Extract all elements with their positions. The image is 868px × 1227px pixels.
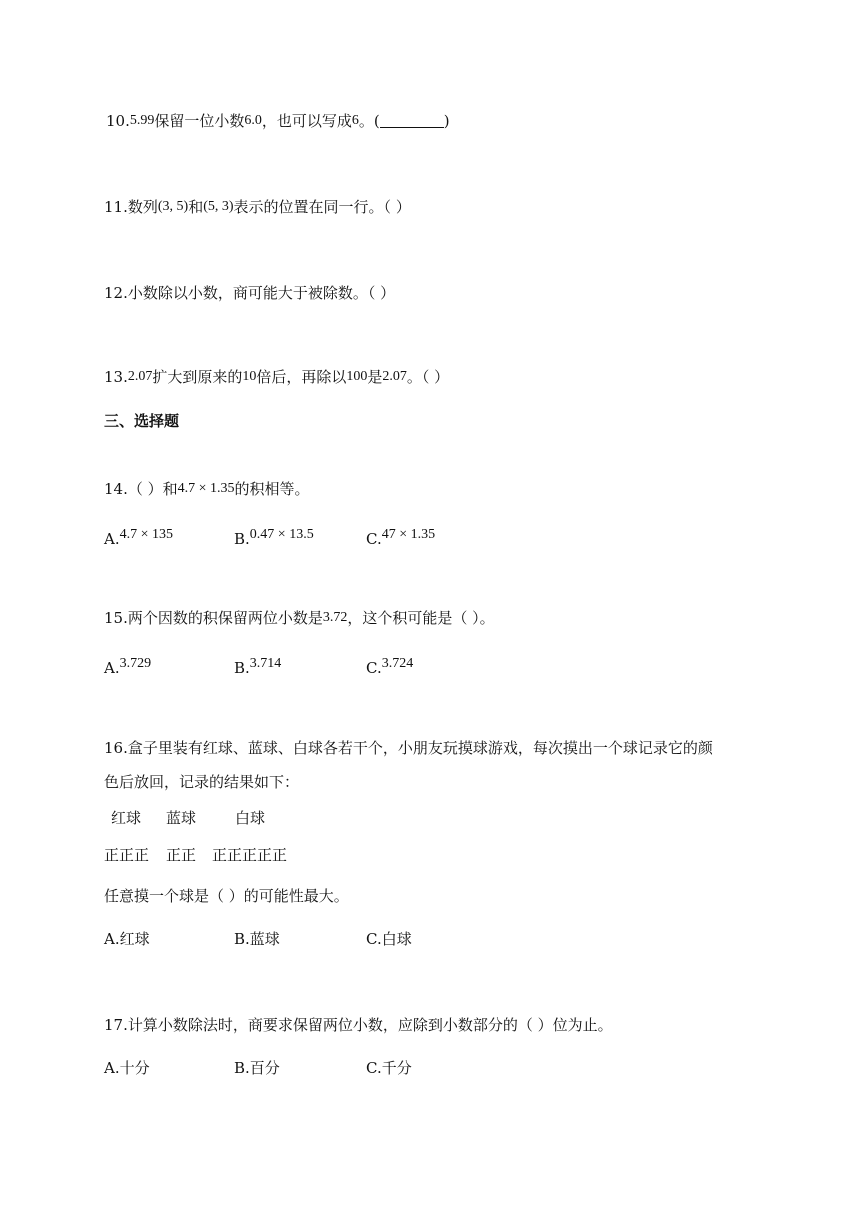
option-a[interactable]: A.红球 xyxy=(104,930,150,948)
option-value: 4.7 × 135 xyxy=(119,527,174,542)
question-text: 保留一位小数 xyxy=(154,112,245,130)
option-c[interactable]: C.白球 xyxy=(366,930,412,948)
question-number: 10. xyxy=(106,112,130,130)
question-number: 13. xyxy=(104,368,128,386)
question-text: 15.两个因数的积保留两位小数是 xyxy=(104,609,323,627)
math-expr: 100 xyxy=(346,369,368,384)
question-16-line1: 16.盒子里装有红球、蓝球、白球各若干个，小朋友玩摸球游戏，每次摸出一个球记录它的颜 xyxy=(104,739,713,757)
math-expr: 4.7 × 1.35 xyxy=(177,481,235,496)
question-text: 。( xyxy=(358,112,380,130)
question-text: 数列 xyxy=(127,198,158,216)
question-text: 和 xyxy=(188,198,204,216)
option-b[interactable] xyxy=(234,654,281,678)
math-expr: 3.72 xyxy=(322,610,348,625)
question-text: 表示的位置在同一行。（ ） xyxy=(233,198,411,216)
option-b[interactable] xyxy=(234,525,314,549)
option-label: B. xyxy=(234,530,250,548)
table-cell: 正正正 xyxy=(104,846,150,864)
answer-blank[interactable] xyxy=(380,113,444,128)
math-expr: 2.07 xyxy=(127,369,153,384)
option-c[interactable]: C.千分 xyxy=(366,1059,412,1077)
option-label: C. xyxy=(366,530,382,548)
option-a[interactable]: A.十分 xyxy=(104,1059,150,1077)
question-text: 是 xyxy=(367,368,383,386)
question-12: 12.小数除以小数，商可能大于被除数。（ ） xyxy=(104,284,396,302)
option-a[interactable] xyxy=(104,525,173,549)
question-text: ) xyxy=(443,112,450,130)
math-expr: 5.99 xyxy=(129,113,155,128)
option-value: 3.729 xyxy=(119,656,152,671)
question-15 xyxy=(104,608,495,628)
table-header: 红球 xyxy=(111,809,142,827)
table-cell: 正正正正正 xyxy=(212,846,288,864)
option-a[interactable] xyxy=(104,654,151,678)
table-header: 蓝球 xyxy=(166,809,197,827)
question-17: 17.计算小数除法时，商要求保留两位小数，应除到小数部分的（ ）位为止。 xyxy=(104,1016,613,1034)
question-11 xyxy=(104,197,411,217)
option-c[interactable] xyxy=(366,525,435,549)
math-expr: (5, 3) xyxy=(203,199,234,214)
option-c[interactable] xyxy=(366,654,413,678)
option-value: 3.724 xyxy=(381,656,414,671)
question-text: ，这个积可能是（ ）。 xyxy=(347,609,495,627)
option-b[interactable]: B.百分 xyxy=(234,1059,280,1077)
question-text: ，也可以写成 xyxy=(261,112,352,130)
math-expr: 2.07 xyxy=(382,369,407,384)
question-text: 的积相等。 xyxy=(234,480,310,498)
question-text: 扩大到原来的 xyxy=(152,368,243,386)
option-value: 0.47 × 13.5 xyxy=(249,527,314,542)
math-expr: 6.0 xyxy=(244,113,262,128)
question-number: 11. xyxy=(104,198,128,216)
option-label: C. xyxy=(366,659,382,677)
question-10 xyxy=(106,111,450,131)
question-16-line2: 色后放回，记录的结果如下： xyxy=(104,773,300,791)
question-14 xyxy=(104,479,310,499)
option-label: B. xyxy=(234,659,250,677)
question-text: 14.（ ）和 xyxy=(104,480,178,498)
option-label: A. xyxy=(104,659,120,677)
table-cell: 正正 xyxy=(166,846,197,864)
option-label: A. xyxy=(104,530,120,548)
question-text: 倍后，再除以 xyxy=(256,368,347,386)
option-value: 3.714 xyxy=(249,656,282,671)
section-title: 三、选择题 xyxy=(104,412,180,430)
question-13 xyxy=(104,367,449,387)
option-value: 47 × 1.35 xyxy=(381,527,436,542)
math-expr: 6 xyxy=(351,113,359,128)
math-expr: (3, 5) xyxy=(157,199,189,214)
question-16-ask: 任意摸一个球是（ ）的可能性最大。 xyxy=(104,887,349,905)
question-text: 。（ ） xyxy=(406,368,450,386)
option-b[interactable]: B.蓝球 xyxy=(234,930,280,948)
table-header: 白球 xyxy=(235,809,266,827)
math-expr: 10 xyxy=(242,369,257,384)
